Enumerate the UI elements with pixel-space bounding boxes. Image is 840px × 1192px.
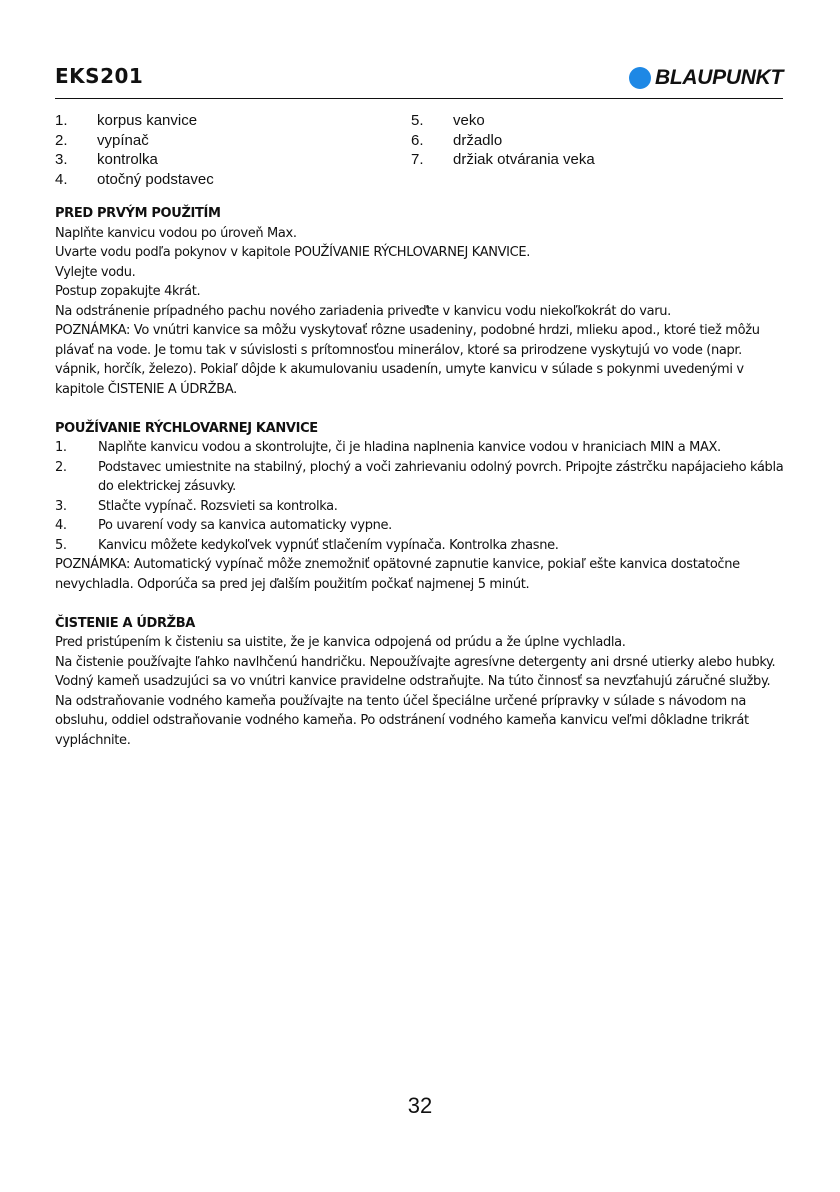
part-number: 7. [411,151,424,168]
manual-content [55,204,790,770]
section-first-use [55,204,790,399]
part-label: držiak otvárania veka [453,151,595,168]
part-item [55,111,214,131]
step-text: Po uvarení vody sa kanvica automaticky vypne. [98,518,392,533]
section-title: ČISTENIE A ÚDRŽBA [55,615,196,631]
step-number: 4. [55,518,67,533]
section-cleaning [55,614,790,751]
section-usage [55,419,790,595]
paragraph: Na odstránenie prípadného pachu nového zariadenia priveďte v kanvicu vodu niekoľkokrát do varu. [55,303,671,319]
paragraph: Vodný kameň usadzujúci sa vo vnútri kanvice pravidelne odstraňujte. Na túto činnosť sa nevzťahujú záručné služby. Na odstraňovanie vodného kameňa používajte na tento účel špeciálne určené prípravky v súlade s návodom na obsluhu, oddiel odstraňovanie vodného kameňa. Po odstránení vodného kameňa kanvicu veľmi dôkladne trikrát vypláchnite. [55,674,771,748]
usage-step [55,516,790,536]
step-number: 2. [55,459,67,475]
part-number: 4. [55,170,68,188]
page-number: 32 [407,1093,433,1118]
step-text: Stlačte vypínač. Rozsvieti sa kontrolka. [98,498,338,514]
part-label: držadlo [453,131,503,149]
usage-step [55,458,790,497]
part-number: 1. [55,112,68,129]
note-paragraph: POZNÁMKA: Vo vnútri kanvice sa môžu vyskytovať rôzne usadeniny, podobné hrdzi, mlieku apod., ktoré tiež môžu plávať na vode. Je tomu tak v súvislosti s prítomnosťou minerálov, ktoré sa prirodzene vyskytujú vo vode (napr. vápnik, horčík, železo). Pokiaľ dôjde k akumulovaniu usadenín, umyte kanvicu v súlade s pokynmi uvedenými v kapitole ČISTENIE A ÚDRŽBA. [55,323,760,397]
step-text: Kanvicu môžete kedykoľvek vypnúť stlačením vypínača. Kontrolka zhasne. [98,537,559,553]
paragraph: Postup zopakujte 4krát. [55,284,201,299]
paragraph: Na čistenie používajte ľahko navlhčenú handričku. Nepoužívajte agresívne detergenty ani drsné utierky alebo hubky. [55,654,776,670]
step-text: Podstavec umiestnite na stabilný, plochý a voči zahrievaniu odolný povrch. Pripojte zástrčku napájacieho kábla do elektrickej zásuvky. [98,459,784,494]
paragraph: Uvarte vodu podľa pokynov v kapitole POUŽÍVANIE RÝCHLOVARNEJ KANVICE. [55,245,531,260]
part-number: 2. [55,131,68,149]
part-item [55,170,214,190]
step-number: 1. [55,440,67,455]
paragraph: Vylejte vodu. [55,264,136,280]
part-label: otočný podstavec [97,170,214,188]
parts-column-left [55,111,214,189]
usage-step [55,536,790,556]
part-item [411,150,595,170]
part-number: 6. [411,131,424,149]
usage-step [55,497,790,517]
section-title: PRED PRVÝM POUŽITÍM [55,206,221,221]
step-text: Naplňte kanvicu vodou a skontrolujte, či je hladina naplnenia kanvice vodou v hraniciach MIN a MAX. [98,440,721,455]
paragraph: Naplňte kanvicu vodou po úroveň Max. [55,225,297,241]
part-item [411,131,595,151]
part-label: korpus kanvice [97,112,198,129]
page-header [55,64,783,99]
model-name: EKS201 [55,64,144,88]
part-number: 3. [55,151,68,168]
part-item [411,111,595,131]
step-number: 3. [55,498,67,514]
step-number: 5. [55,537,67,553]
usage-step [55,438,790,458]
brand-name: BLAUPUNKT [655,66,783,89]
brand-logo [629,66,783,90]
brand-dot-icon [629,67,651,89]
part-item [55,131,214,151]
part-item [55,150,214,170]
section-title: POUŽÍVANIE RÝCHLOVARNEJ KANVICE [55,420,318,436]
part-label: veko [453,112,485,129]
paragraph: Pred pristúpením k čisteniu sa uistite, že je kanvica odpojená od prúdu a že úplne vychladla. [55,635,626,650]
part-number: 5. [411,112,424,129]
note-paragraph: POZNÁMKA: Automatický vypínač môže znemožniť opätovné zapnutie kanvice, pokiaľ ešte kanvica dostatočne nevychladla. Odporúča sa pred jej ďalším použitím počkať najmenej 5 minút. [55,557,740,592]
part-label: vypínač [97,131,149,149]
parts-column-right [411,111,595,170]
part-label: kontrolka [97,151,158,168]
